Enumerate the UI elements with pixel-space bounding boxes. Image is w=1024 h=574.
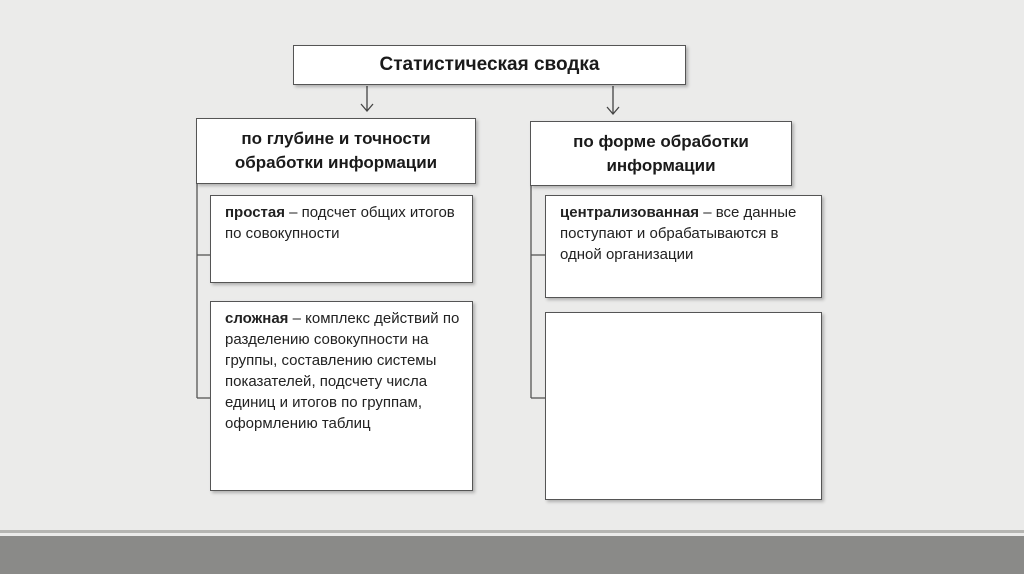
- category-label-depth: по глубине и точности обработки информации: [234, 129, 438, 172]
- item-term-centralized: централизованная: [560, 204, 700, 221]
- left-bracket-connector: [197, 184, 210, 398]
- diagram-title: Статистическая сводка: [379, 54, 600, 75]
- diagram-title-box: [293, 45, 686, 85]
- item-box-empty: [545, 312, 822, 500]
- item-box-centralized: [545, 195, 822, 298]
- item-box-simple: [210, 195, 473, 283]
- category-label-form: по форме обработки информации: [573, 131, 749, 175]
- item-term-complex: сложная: [225, 310, 289, 327]
- category-box-form: [530, 121, 792, 186]
- footer-band: [0, 536, 1024, 574]
- right-bracket-connector: [531, 186, 545, 398]
- arrow-to-right-category: [607, 86, 619, 114]
- item-box-complex: [210, 301, 473, 491]
- arrow-to-left-category: [361, 86, 373, 111]
- category-box-depth: [196, 118, 476, 184]
- item-description-centralized: – все данные поступают и обрабатываются в одной организации: [560, 204, 797, 263]
- item-term-simple: простая: [225, 204, 285, 221]
- item-description-simple: – подсчет общих итогов по совокупности: [225, 204, 455, 242]
- item-description-complex: – комплекс действий по разделению совокупности на группы, составлению системы показателей, подсчету числа единиц и итогов по группам, оформлению таблиц: [225, 310, 460, 432]
- footer-divider-line: [0, 530, 1024, 533]
